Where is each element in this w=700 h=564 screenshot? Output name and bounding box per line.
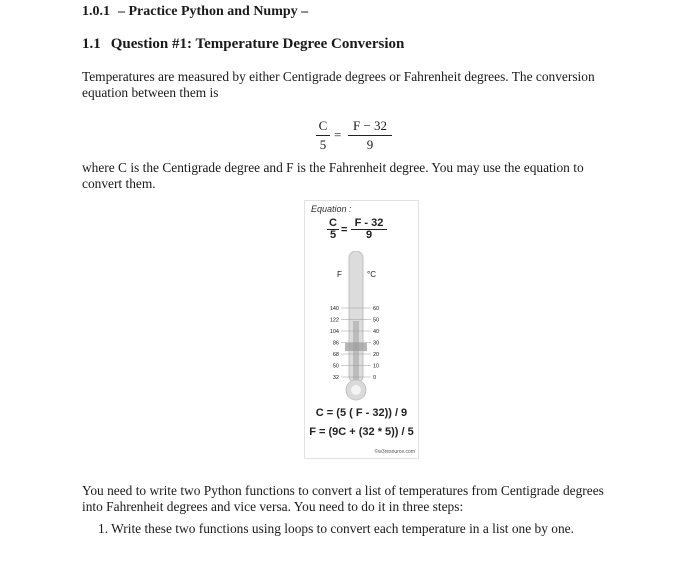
fahrenheit-tick-label: 140 — [329, 306, 339, 312]
celsius-label: °C — [367, 270, 376, 279]
question-title: Question #1: Temperature Degree Conversion — [110, 36, 405, 52]
lhs-denominator: 5 — [319, 137, 327, 152]
section-heading — [82, 4, 308, 20]
figure-eq-c: C — [327, 218, 339, 230]
figure-eq-five: 5 — [329, 229, 337, 241]
fahrenheit-tick-label: 122 — [329, 317, 339, 324]
section-title: – Practice Python and Numpy – — [118, 4, 309, 19]
celsius-tick-label: 20 — [373, 352, 380, 358]
where-paragraph: where C is the Centigrade degree and F is the Fahrenheit degree. You may use the equation to convert them. — [82, 160, 584, 191]
list-item-text: Write these two functions using loops to convert each temperature in a list one by one. — [111, 521, 574, 536]
question-number: 1.1 — [82, 36, 101, 52]
fahrenheit-tick-label: 86 — [332, 340, 339, 347]
figure-eq-f-fraction — [351, 218, 387, 241]
figure-eq-nine: 9 — [365, 229, 373, 241]
figure-formula-c: C = (5 ( F - 32)) / 9 — [315, 407, 408, 419]
rhs-numerator: F − 32 — [348, 118, 392, 136]
rhs-fraction — [348, 118, 392, 153]
celsius-tick-label: 10 — [373, 363, 380, 370]
intro-paragraph: Temperatures are measured by either Centigrade degrees or Fahrenheit degrees. The conversion equation between them is — [82, 69, 595, 100]
fahrenheit-tick-label: 68 — [332, 352, 339, 358]
thermometer-mercury — [353, 321, 359, 385]
list-item — [98, 521, 618, 537]
fahrenheit-tick-label: 32 — [332, 375, 339, 381]
celsius-tick-label: 40 — [373, 329, 380, 335]
celsius-tick-label: 0 — [373, 375, 377, 381]
celsius-tick-label: 50 — [373, 317, 380, 324]
celsius-tick-label: 30 — [373, 340, 380, 347]
question-heading — [82, 36, 404, 53]
thermometer-bulb-highlight — [351, 385, 361, 395]
figure-formula-f: F = (9C + (32 * 5)) / 5 — [309, 426, 414, 438]
list-item-number: 1. — [98, 521, 109, 536]
rhs-denominator: 9 — [366, 137, 374, 152]
fahrenheit-tick-label: 50 — [332, 363, 339, 370]
thermometer-band — [345, 343, 367, 351]
task-paragraph: You need to write two Python functions to convert a list of temperatures from Centigrade degrees into Fahrenheit degrees and vice versa. You need to do it in three steps: — [82, 483, 604, 514]
lhs-numerator: C — [316, 118, 330, 136]
thermometer-figure — [304, 200, 419, 459]
thermometer-icon — [305, 251, 418, 401]
lhs-fraction — [316, 118, 330, 153]
fahrenheit-label: F — [337, 270, 342, 279]
watermark: ©w3resource.com — [374, 449, 415, 455]
figure-eq-f: F - 32 — [351, 218, 387, 230]
fahrenheit-tick-label: 104 — [329, 329, 339, 335]
figure-eq-equals: = — [341, 224, 348, 236]
figure-eq-c-fraction — [327, 218, 339, 241]
figure-equation — [327, 218, 397, 248]
equals-sign: = — [334, 127, 342, 142]
figure-title: Equation : — [311, 204, 352, 214]
celsius-tick-label: 60 — [373, 306, 380, 312]
section-number: 1.0.1 — [82, 4, 110, 19]
